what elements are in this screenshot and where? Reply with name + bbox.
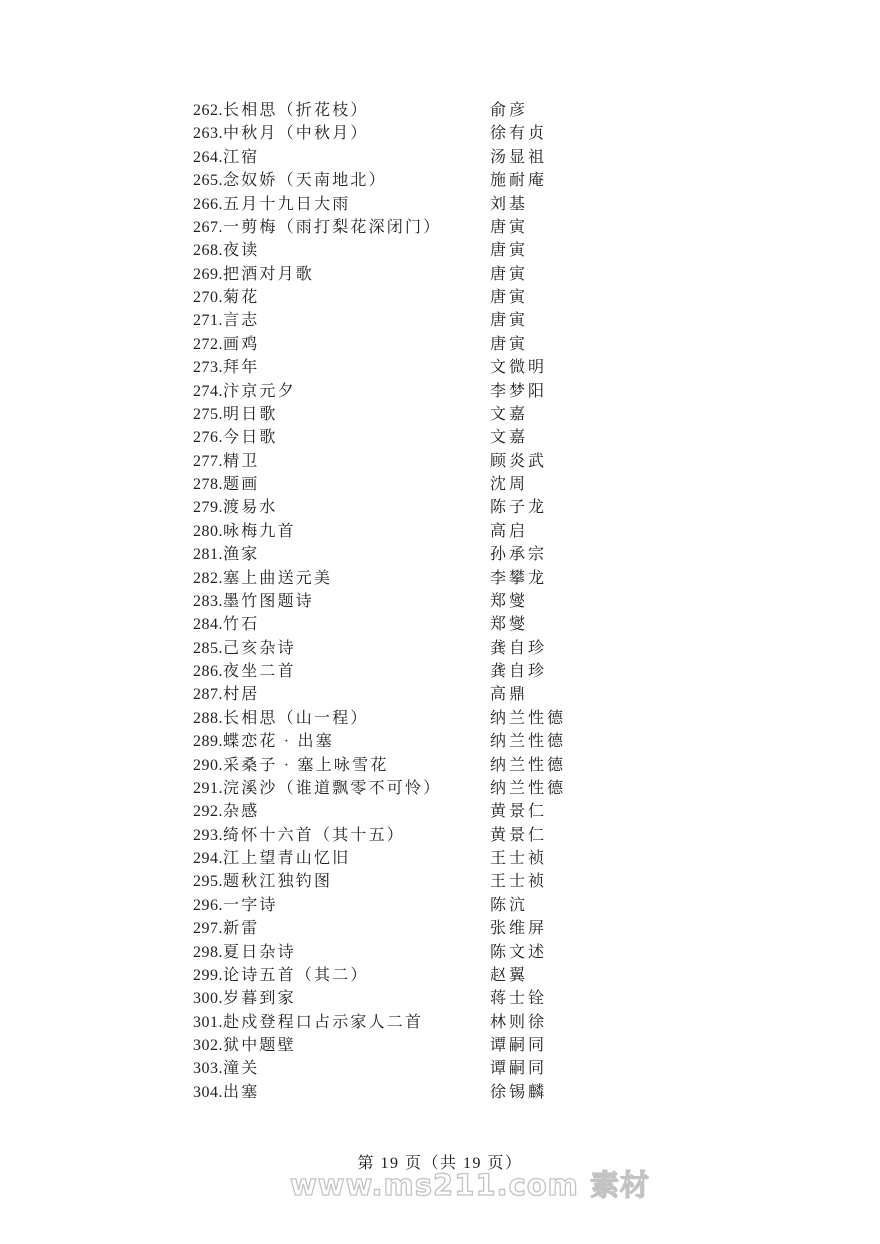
entry-author: 高鼎 [490, 686, 529, 704]
entry-title: 浣溪沙（谁道飘零不可怜） [223, 779, 442, 797]
entry-title: 明日歌 [223, 405, 278, 423]
entry-number: 275. [193, 405, 223, 423]
entry-number: 280. [193, 522, 223, 540]
entry-title: 画鸡 [223, 335, 260, 353]
entry-title: 潼关 [223, 1060, 260, 1078]
entry-number: 284. [193, 616, 223, 634]
entry-title: 蝶恋花 · 出塞 [223, 733, 334, 751]
entry-title: 一字诗 [223, 896, 278, 914]
entry-number: 291. [193, 779, 223, 797]
entry-title: 塞上曲送元美 [223, 569, 333, 587]
entry-number: 299. [193, 966, 223, 984]
entry-number: 298. [193, 943, 223, 961]
list-item [193, 380, 713, 403]
entry-author: 张维屏 [490, 920, 548, 938]
entry-title: 中秋月（中秋月） [223, 125, 369, 143]
watermark-text: www.ms211.com 素材 [290, 1168, 650, 1202]
entry-title: 论诗五首（其二） [223, 966, 369, 984]
entry-title: 赴戍登程口占示家人二首 [223, 1013, 424, 1031]
poem-list [193, 99, 713, 1104]
entry-number: 303. [193, 1060, 223, 1078]
list-item [193, 473, 713, 496]
entry-title: 绮怀十六首（其十五） [223, 826, 406, 844]
entry-number: 272. [193, 335, 223, 353]
list-item [193, 917, 713, 940]
entry-author: 文嘉 [490, 429, 529, 447]
entry-number: 267. [193, 218, 223, 236]
list-item [193, 987, 713, 1010]
entry-title: 五月十九日大雨 [223, 195, 351, 213]
entry-author: 陈子龙 [490, 499, 548, 517]
list-item [193, 964, 713, 987]
entry-number: 294. [193, 850, 223, 867]
entry-title: 念奴娇（天南地北） [223, 172, 387, 190]
entry-title: 渡易水 [223, 499, 278, 517]
list-item [193, 870, 713, 893]
entry-number: 277. [193, 452, 223, 470]
entry-number: 268. [193, 242, 223, 260]
list-item [193, 356, 713, 379]
list-item [193, 193, 713, 216]
list-item [193, 122, 713, 145]
list-item [193, 146, 713, 169]
entry-title: 菊花 [223, 289, 260, 306]
entry-number: 288. [193, 709, 223, 727]
entry-number: 271. [193, 312, 223, 330]
entry-number: 300. [193, 990, 223, 1008]
list-item [193, 286, 713, 309]
list-item [193, 894, 713, 917]
list-item [193, 496, 713, 519]
entry-author: 徐锡麟 [490, 1083, 548, 1101]
entry-number: 264. [193, 148, 223, 166]
entry-number: 274. [193, 382, 223, 400]
entry-number: 297. [193, 920, 223, 938]
entry-title: 长相思（折花枝） [223, 102, 369, 119]
list-item [193, 590, 713, 613]
entry-title: 己亥杂诗 [223, 639, 296, 657]
entry-author: 李攀龙 [490, 569, 548, 587]
list-item [193, 613, 713, 636]
list-item [193, 824, 713, 847]
entry-title: 夏日杂诗 [223, 943, 296, 961]
entry-title: 精卫 [223, 452, 260, 470]
list-item [193, 543, 713, 566]
entry-author: 林则徐 [490, 1013, 548, 1031]
entry-number: 282. [193, 569, 223, 587]
entry-author: 龚自珍 [490, 639, 548, 657]
entry-author: 孙承宗 [490, 546, 548, 564]
list-item [193, 239, 713, 262]
entry-number: 283. [193, 592, 223, 610]
entry-title: 题秋江独钓图 [223, 873, 333, 891]
entry-author: 刘基 [490, 195, 529, 213]
entry-author: 唐寅 [490, 289, 529, 306]
entry-number: 281. [193, 546, 223, 564]
entry-author: 纳兰性德 [490, 756, 567, 774]
entry-title: 把酒对月歌 [223, 265, 315, 283]
entry-number: 278. [193, 476, 223, 493]
entry-number: 266. [193, 195, 223, 213]
entry-title: 岁暮到家 [223, 990, 296, 1008]
entry-author: 文微明 [490, 359, 548, 377]
entry-number: 273. [193, 359, 223, 377]
entry-title: 墨竹图题诗 [223, 592, 315, 610]
list-item [193, 403, 713, 426]
entry-author: 王士祯 [490, 850, 548, 867]
entry-number: 292. [193, 803, 223, 821]
entry-author: 黄景仁 [490, 803, 548, 821]
list-item [193, 99, 713, 122]
entry-title: 题画 [223, 476, 260, 493]
entry-author: 李梦阳 [490, 382, 548, 400]
entry-number: 287. [193, 686, 223, 704]
entry-author: 王士祯 [490, 873, 548, 891]
entry-author: 唐寅 [490, 242, 529, 260]
list-item [193, 707, 713, 730]
entry-number: 263. [193, 125, 223, 143]
entry-title: 汴京元夕 [223, 382, 296, 400]
entry-title: 一剪梅（雨打梨花深闭门） [223, 218, 442, 236]
entry-title: 拜年 [223, 359, 260, 377]
entry-title: 杂感 [223, 803, 260, 821]
entry-author: 汤显祖 [490, 148, 548, 166]
entry-number: 301. [193, 1013, 223, 1031]
entry-title: 村居 [223, 686, 260, 704]
entry-title: 今日歌 [223, 429, 278, 447]
entry-title: 言志 [223, 312, 260, 330]
list-item [193, 754, 713, 777]
list-item [193, 637, 713, 660]
entry-number: 289. [193, 733, 223, 751]
entry-title: 江上望青山忆旧 [223, 850, 351, 867]
entry-title: 出塞 [223, 1083, 260, 1101]
list-item [193, 1011, 713, 1034]
entry-title: 江宿 [223, 148, 260, 166]
entry-number: 270. [193, 289, 223, 306]
entry-author: 高启 [490, 522, 529, 540]
entry-title: 长相思（山一程） [223, 709, 369, 727]
entry-author: 纳兰性德 [490, 779, 567, 797]
list-item [193, 426, 713, 449]
list-item [193, 450, 713, 473]
list-item [193, 800, 713, 823]
list-item [193, 777, 713, 800]
entry-number: 293. [193, 826, 223, 844]
list-item [193, 520, 713, 543]
entry-author: 俞彦 [490, 102, 529, 119]
entry-author: 徐有贞 [490, 125, 548, 143]
entry-title: 竹石 [223, 616, 260, 634]
entry-author: 唐寅 [490, 265, 529, 283]
entry-author: 陈文述 [490, 943, 548, 961]
entry-number: 276. [193, 429, 223, 447]
entry-author: 纳兰性德 [490, 733, 567, 751]
entry-author: 唐寅 [490, 312, 529, 330]
entry-author: 施耐庵 [490, 172, 548, 190]
list-item [193, 263, 713, 286]
list-item [193, 333, 713, 356]
list-item [193, 169, 713, 192]
entry-number: 285. [193, 639, 223, 657]
entry-author: 文嘉 [490, 405, 529, 423]
entry-author: 纳兰性德 [490, 709, 567, 727]
entry-number: 279. [193, 499, 223, 517]
list-item [193, 660, 713, 683]
entry-author: 谭嗣同 [490, 1060, 548, 1078]
list-item [193, 1057, 713, 1080]
list-item [193, 730, 713, 753]
entry-author: 郑燮 [490, 592, 529, 610]
entry-number: 286. [193, 663, 223, 680]
list-item [193, 216, 713, 239]
entry-title: 新雷 [223, 920, 260, 938]
entry-author: 赵翼 [490, 966, 529, 984]
entry-author: 顾炎武 [490, 452, 548, 470]
entry-author: 蒋士铨 [490, 990, 548, 1008]
entry-number: 304. [193, 1083, 223, 1101]
entry-title: 咏梅九首 [223, 522, 296, 540]
entry-title: 夜坐二首 [223, 663, 296, 680]
entry-number: 262. [193, 102, 223, 119]
entry-author: 唐寅 [490, 335, 529, 353]
entry-number: 269. [193, 265, 223, 283]
entry-number: 265. [193, 172, 223, 190]
entry-author: 唐寅 [490, 218, 529, 236]
entry-number: 290. [193, 756, 223, 774]
entry-author: 龚自珍 [490, 663, 548, 680]
list-item [193, 847, 713, 870]
list-item [193, 683, 713, 706]
list-item [193, 941, 713, 964]
entry-author: 黄景仁 [490, 826, 548, 844]
entry-author: 沈周 [490, 476, 529, 493]
entry-number: 302. [193, 1037, 223, 1054]
entry-author: 谭嗣同 [490, 1037, 548, 1054]
entry-author: 郑燮 [490, 616, 529, 634]
page-number-label: 第 19 页（共 19 页） [357, 1155, 523, 1172]
entry-title: 渔家 [223, 546, 260, 564]
list-item [193, 567, 713, 590]
entry-number: 295. [193, 873, 223, 891]
list-item [193, 309, 713, 332]
entry-author: 陈沆 [490, 896, 529, 914]
list-item [193, 1081, 713, 1104]
entry-title: 狱中题壁 [223, 1037, 296, 1054]
list-item [193, 1034, 713, 1057]
entry-title: 夜读 [223, 242, 260, 260]
entry-title: 采桑子 · 塞上咏雪花 [223, 756, 389, 774]
entry-number: 296. [193, 896, 223, 914]
